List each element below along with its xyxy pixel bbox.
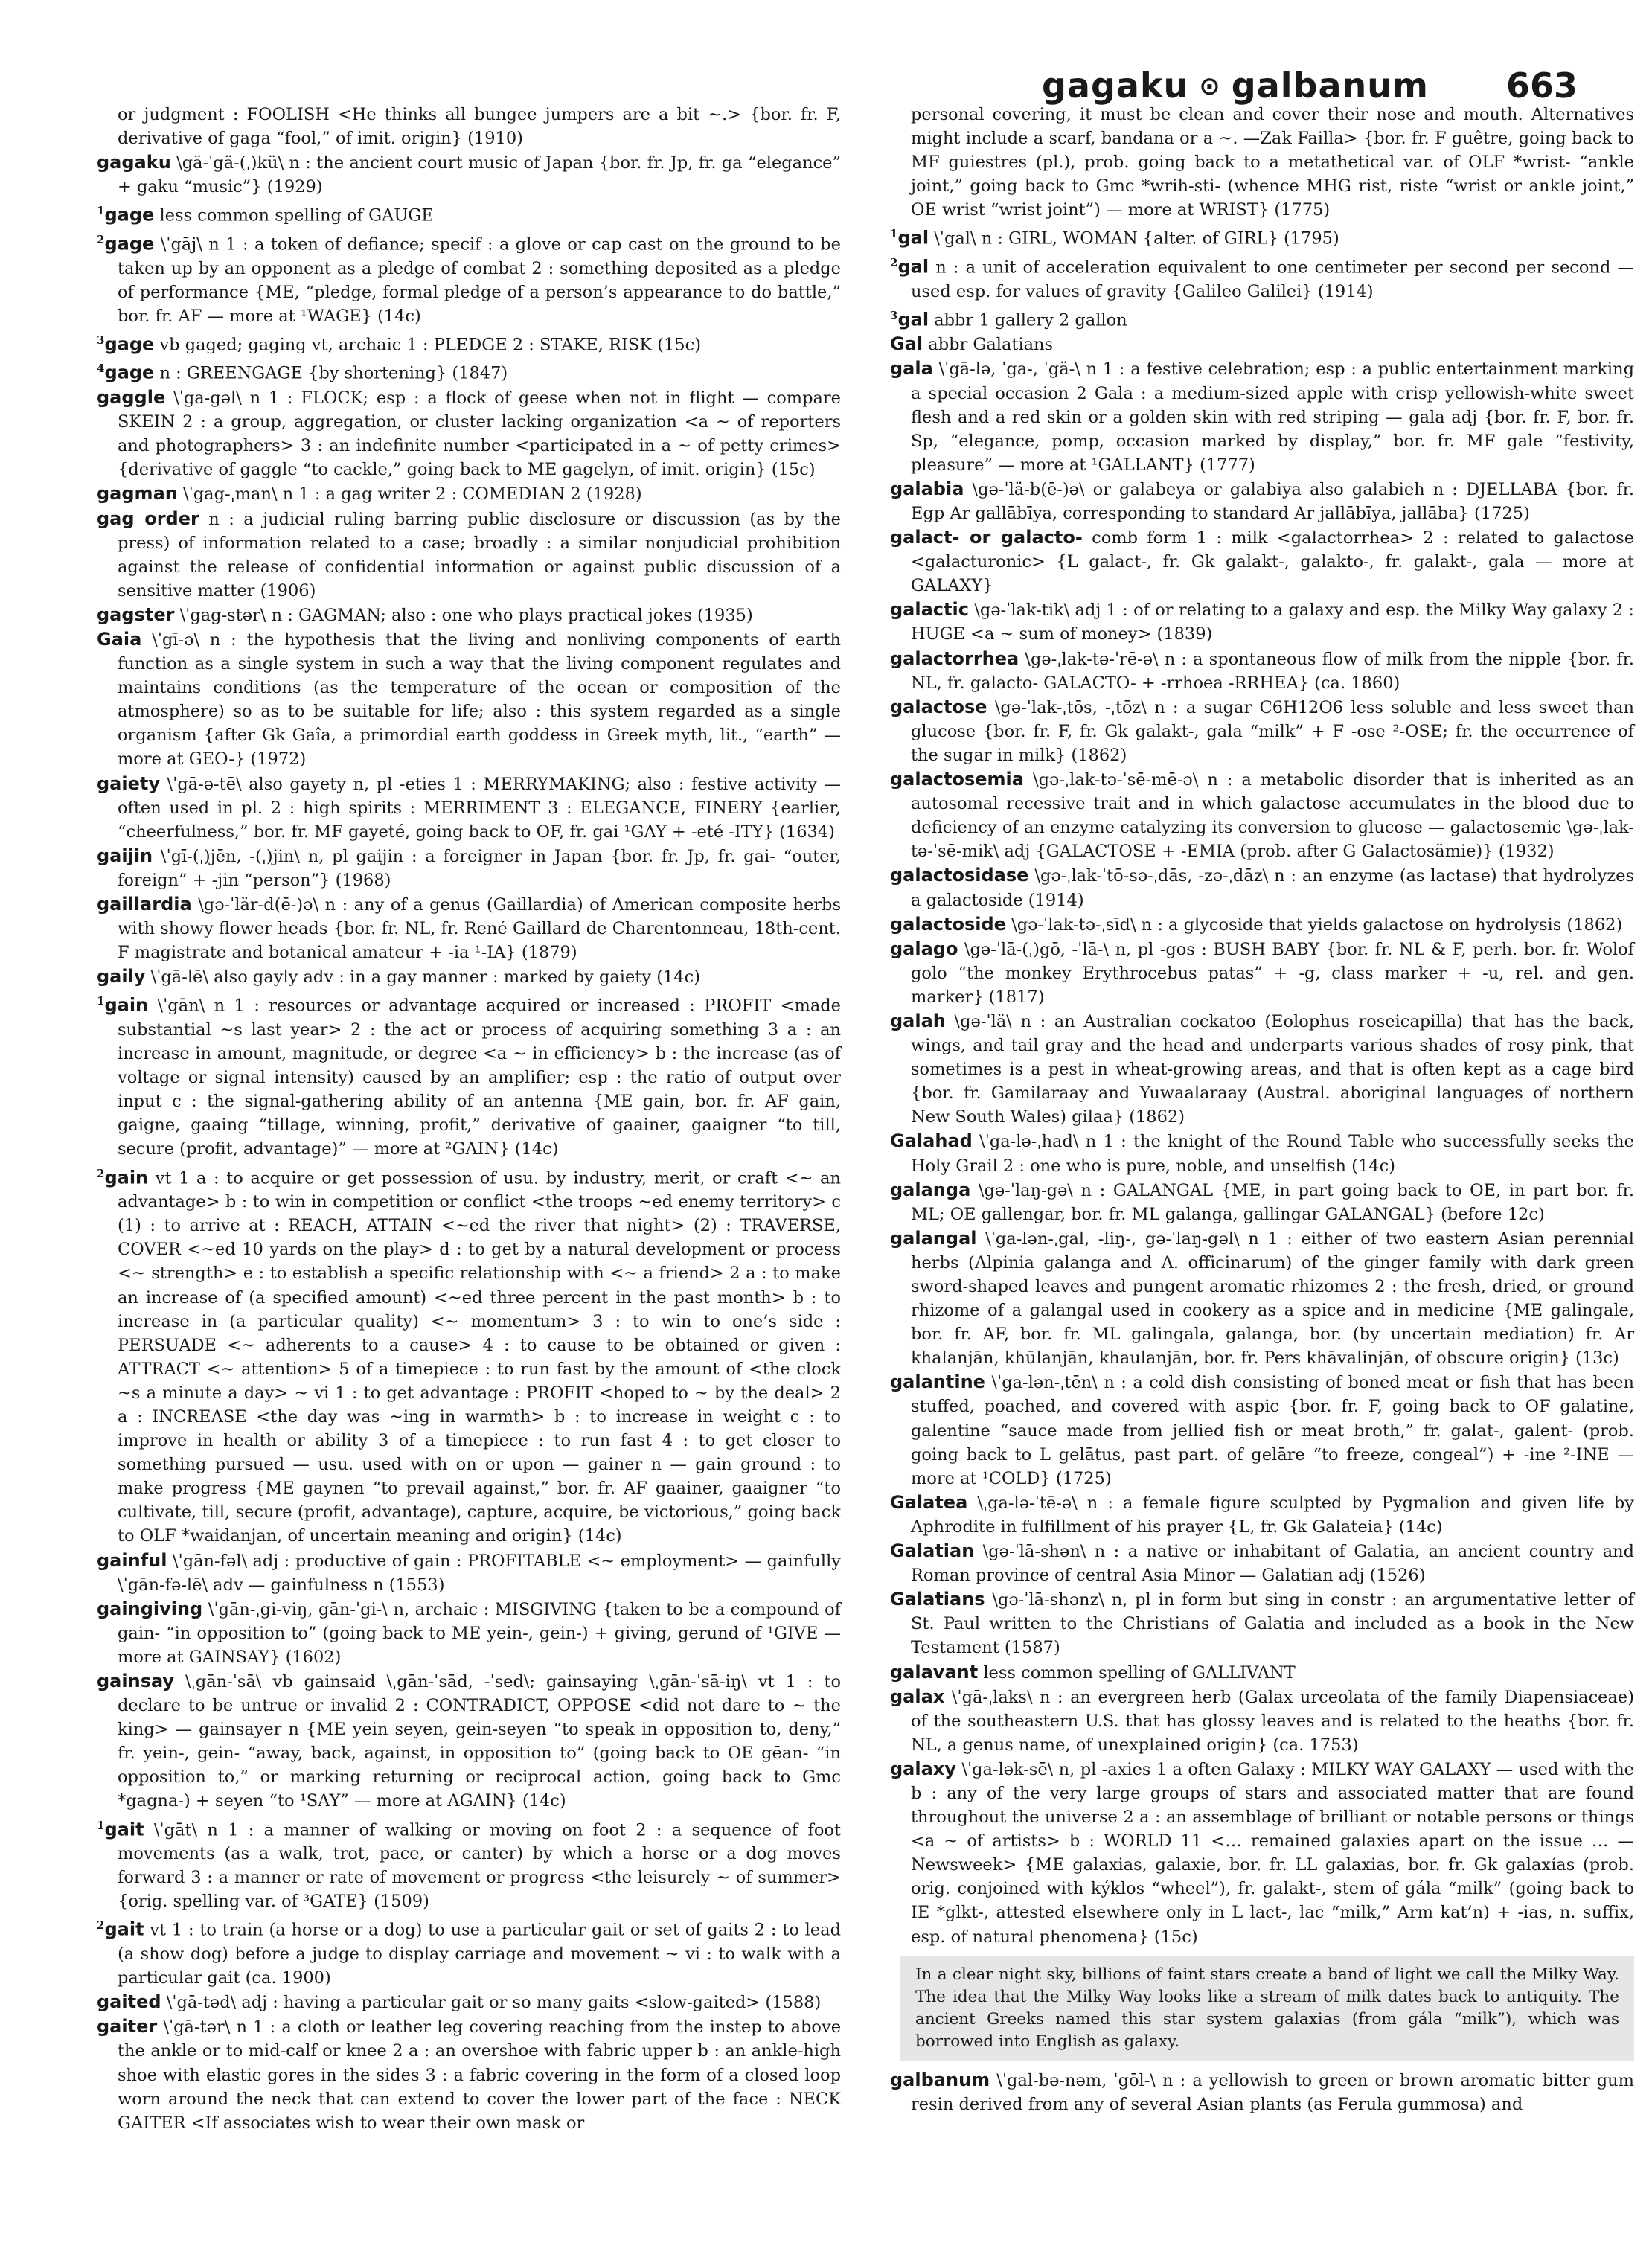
entry-definition: \ˈgī-ə\ n : the hypothesis that the living and nonliving components of earth function as a single system in such a way that the living component regulates and maintains conditions (as the temperature of the ocean or composition of the atmosphere) so as to be suitable for life; also : this system regarded as a single organism {after Gk Gaîa, a primordial earth goddess in Greek myth, lit., “earth” — more at GEO-} (1972) <box>118 630 841 769</box>
dictionary-entry <box>890 1009 1634 1129</box>
entry-headword: gagman <box>97 483 178 505</box>
entry-headword: gainful <box>97 1549 167 1571</box>
entry-definition: \ˌgān-ˈsā\ vb gainsaid \ˌgān-ˈsād, -ˈsed\; gainsaying \ˌgān-ˈsā-iŋ\ vt 1 : to declare to be untrue or invalid 2 : CONTRADICT, OPPOSE <did not dare to ~ the king> — gainsayer n {ME yein seyen, gein-seyen “to speak in opposition to, deny,” fr. yein-, gein- “away, back, against, in opposition to” (going back to OE gēan- “in opposition to,” or marking returning or reciprocal action, going back to Gmc *gagna-) + seyen “to ¹SAY” — more at AGAIN} (14c) <box>118 1672 841 1811</box>
entry-headword: gal <box>897 256 929 278</box>
entry-definition: \ˈgag-ˌman\ n 1 : a gag writer 2 : COMEDIAN 2 (1928) <box>183 484 642 505</box>
entry-headword: galactosidase <box>890 865 1029 886</box>
entry-definition: personal covering, it must be clean and cover their nose and mouth. Alternatives might include a scarf, bandana or a ~. —Zak Failla> {bor. fr. F guêtre, going back to MF guiestres (pl.), prob. going back to a metathetical var. of OLF *wrist- “ankle joint,” going back to Gmc *wrih-sti- (whence MHG rist, riste “wrist or ankle joint,” OE wrist “wrist joint”) — more at WRIST} (1775) <box>911 105 1634 220</box>
dictionary-entry <box>97 103 841 150</box>
dictionary-entry <box>890 1757 1634 1949</box>
entry-definition: \ˈgān-fəl\ adj : productive of gain : PROFITABLE <~ employment> — gainfully \ˈgān-fə-lē\ adv — gainfulness n (1553) <box>118 1551 841 1595</box>
right-column-entries <box>890 103 1634 1949</box>
entry-definition: \ˈgān-ˌgi-viŋ, gān-ˈgi-\ n, archaic : MISGIVING {taken to be a compound of gain- “in opposition to” (going back to ME yein-, gein-) + giving, gerund of ¹GIVE — more at GAINSAY} (1602) <box>118 1599 841 1667</box>
dictionary-entry <box>890 937 1634 1009</box>
dictionary-entry <box>97 1913 841 1990</box>
entry-headword: gal <box>897 227 929 249</box>
right-column <box>890 103 1634 2116</box>
entry-definition: \ˈgān\ n 1 : resources or advantage acquired or increased : PROFIT <made substantial ~s last year> 2 : the act or process of acquiring something 3 a : an increase in amount, magnitude, or degree <a ~ in efficiency> b : the increase (as of voltage or signal intensity) caused by an amplifier; esp : the ratio of output over input c : the signal-gathering ability of an antenna {ME gain, bor. fr. AF gain, gaigne, gaaing “tillage, winning, profit,” derivative of gaainer, gaaigner “to till, secure (profit, advantage)” — more at ²GAIN} (14c) <box>118 996 841 1159</box>
left-column <box>97 103 841 2135</box>
dictionary-entry <box>890 304 1634 333</box>
homograph-number: 3 <box>890 308 898 322</box>
entry-definition: \gə-ˈlä-b(ē-)ə\ or galabeya or galabiya also galabieh n : DJELLABA {bor. fr. Egp Ar gallābīya, corresponding to standard Ar jallābīya, jallāba} (1725) <box>911 479 1634 523</box>
page-number: 663 <box>1505 65 1578 106</box>
homograph-number: 2 <box>97 1166 105 1180</box>
homograph-number: 3 <box>97 333 105 347</box>
homograph-number: 1 <box>97 994 105 1008</box>
entry-definition: abbr Galatians <box>928 335 1054 355</box>
entry-headword: gait <box>104 1918 144 1940</box>
entry-headword: gage <box>104 233 155 255</box>
entry-headword: Galahad <box>890 1130 973 1152</box>
entry-definition: \gə-ˈlaŋ-gə\ n : GALANGAL {ME, in part going back to OE, in part bor. fr. ML; OE gallengar, bor. fr. ML galanga, gallingar GALANGAL} (before 12c) <box>911 1180 1634 1224</box>
dictionary-entry <box>97 228 841 328</box>
dictionary-entry <box>890 1370 1634 1490</box>
entry-headword: Gal <box>890 333 923 355</box>
entry-headword: galactoside <box>890 913 1006 935</box>
entry-headword: gal <box>897 309 929 330</box>
entry-definition: \ˈgāt\ n 1 : a manner of walking or moving on foot 2 : a sequence of foot movements (as a walk, trot, pace, or canter) by which a horse or a dog moves forward 3 : a manner or rate of movement or progress <the leisurely ~ of summer> {orig. spelling var. of ³GATE} (1509) <box>118 1820 841 1912</box>
entry-headword: galago <box>890 938 958 959</box>
entry-headword: galah <box>890 1010 946 1031</box>
entry-headword: gaijin <box>97 845 153 866</box>
entry-definition: \ˌga-lə-ˈtē-ə\ n : a female figure sculpted by Pygmalion and given life by Aphrodite in fulfillment of his prayer {L, fr. Gk Galateia} (14c) <box>911 1493 1634 1537</box>
dictionary-entry <box>97 150 841 199</box>
entry-definition: or judgment : FOOLISH <He thinks all bungee jumpers are a bit ~.> {bor. fr. F, derivative of gaga “fool,” of imit. origin} (1910) <box>118 105 841 149</box>
dictionary-entry <box>97 1990 841 2014</box>
dictionary-entry <box>890 695 1634 767</box>
entry-headword: galactorrhea <box>890 647 1019 669</box>
entry-definition: \gə-ˌlak-ˈtō-sə-ˌdās, -zə-ˌdāz\ n : an enzyme (as lactase) that hydrolyzes a galactoside (1914) <box>911 866 1635 910</box>
entry-headword: gage <box>104 362 155 383</box>
entry-headword: gaited <box>97 1991 161 2013</box>
entry-definition: \gə-ˈlā-shənz\ n, pl in form but sing in constr : an argumentative letter of St. Paul written to the Christians of Galatia and included as a book in the New Testament (1587) <box>911 1590 1634 1658</box>
entry-headword: galact- or galacto- <box>890 527 1083 548</box>
entry-definition: \gə-ˈlā-(ˌ)gō, -ˈlā-\ n, pl -gos : BUSH BABY {bor. fr. NL & F, perh. bor. fr. Wolof golo “the monkey Erythrocebus patas” + -g, class marker + -u, rel. and gen. marker} (1817) <box>911 939 1635 1007</box>
dictionary-entry <box>97 507 841 603</box>
entry-headword: gala <box>890 358 933 380</box>
entry-headword: galax <box>890 1686 945 1707</box>
entry-definition: \ˈgal-bə-nəm, ˈgōl-\ n : a yellowish to green or brown aromatic bitter gum resin derived from any of several Asian plants (as Ferula gummosa) and <box>911 2070 1634 2114</box>
dictionary-entry <box>890 525 1634 598</box>
dictionary-entry <box>890 1178 1634 1226</box>
entry-headword: galactosemia <box>890 769 1024 790</box>
homograph-number: 1 <box>97 1818 105 1832</box>
entry-definition: \ˈgā-lē\ also gayly adv : in a gay manner : marked by gaiety (14c) <box>150 967 700 987</box>
guide-separator-icon: ⊙ <box>1199 71 1221 101</box>
entry-definition: \ˈgā-ˌlaks\ n : an evergreen herb (Galax urceolata of the family Diapensiaceae) of the southeastern U.S. that has glossy leaves and is related to the heaths {bor. fr. NL, a genus name, of unexplained origin} (ca. 1753) <box>911 1687 1634 1755</box>
entry-definition: \ˈgā-təd\ adj : having a particular gait or so many gaits <slow-gaited> (1588) <box>166 1993 822 2013</box>
dictionary-entry <box>97 1162 841 1549</box>
entry-headword: gage <box>104 333 155 355</box>
dictionary-entry <box>97 1814 841 1914</box>
dictionary-entry <box>97 2014 841 2134</box>
entry-definition: less common spelling of GALLIVANT <box>983 1662 1296 1683</box>
homograph-number: 4 <box>97 362 105 376</box>
entry-definition: \gə-ˈlak-tik\ adj 1 : of or relating to a galaxy and esp. the Milky Way galaxy 2 : HUGE <a ~ sum of money> (1839) <box>911 601 1634 644</box>
entry-definition: \ˈgal\ n : GIRL, WOMAN {alter. of GIRL} (1795) <box>934 228 1339 249</box>
entry-headword: Galatian <box>890 1540 975 1562</box>
entry-headword: Galatians <box>890 1589 985 1610</box>
dictionary-entry <box>890 1129 1634 1177</box>
entry-definition: \ˈgī-(ˌ)jēn, -(ˌ)jin\ n, pl gaijin : a foreigner in Japan {bor. fr. Jp, fr. gai- “outer, foreign” + -jin “person”} (1968) <box>118 846 841 890</box>
entry-headword: gaiter <box>97 2016 158 2037</box>
dictionary-entry <box>97 989 841 1161</box>
entry-definition: \ˈga-lə-ˌhad\ n 1 : the knight of the Round Table who successfully seeks the Holy Grail 2 : one who is pure, noble, and unselfish (14c) <box>911 1132 1634 1176</box>
dictionary-entry <box>97 199 841 228</box>
entry-definition: \ˈgā-lə, ˈga-, ˈgä-\ n 1 : a festive celebration; esp : a public entertainment marking a special occasion 2 Gala : a medium-sized apple with crisp yellowish-white sweet flesh and a red skin or a golden skin with red striping — gala adj {bor. fr. F, bor. fr. Sp, “elegance, pomp, occasion marked by display,” bor. fr. MF gale “festivity, pleasure” — more at ¹GALLANT} (1777) <box>911 359 1635 475</box>
dictionary-entry <box>890 1539 1634 1587</box>
guide-words <box>1042 65 1429 106</box>
dictionary-entry <box>890 251 1634 304</box>
dictionary-entry <box>890 647 1634 695</box>
entry-definition: \ˈgāj\ n 1 : a token of defiance; specif : a glove or cap cast on the ground to be taken up by an opponent as a pledge of combat 2 : something deposited as a pledge of performance {ME, “pledge, formal pledge of a person’s appearance to do battle,” bor. fr. AF — more at ¹WAGE} (14c) <box>118 234 841 326</box>
guide-word-first: gagaku <box>1042 65 1189 106</box>
dictionary-entry <box>890 1660 1634 1685</box>
entry-headword: gaillardia <box>97 894 192 915</box>
entry-headword: gagaku <box>97 152 171 173</box>
dictionary-entry-galbanum <box>890 2068 1634 2116</box>
entry-definition: \ˈga-lək-sē\ n, pl -axies 1 a often Galaxy : MILKY WAY GALAXY — used with the b : any of the very large groups of stars and associated matter that are found throughout the universe 2 a : an assemblage of brilliant or notable persons or things <a ~ of artists> b : WORLD 11 <… remained galaxies apart on the issue … —Newsweek> {ME galaxias, galaxie, bor. fr. LL galaxias, bor. fr. Gk galaxías (prob. orig. conjoined with kýklos “wheel”), fr. galakt-, stem of gála “milk” (going back to IE *glkt-, attested elsewhere only in L lact-, lac “milk,” Arm kat’n) + -ias, n. suffix, esp. of natural phenomena} (15c) <box>911 1759 1634 1947</box>
entry-definition: \ˈgag-stər\ n : GAGMAN; also : one who plays practical jokes (1935) <box>179 605 753 625</box>
entry-headword: galactose <box>890 696 987 717</box>
dictionary-entry <box>97 892 841 964</box>
entry-definition: vt 1 : to train (a horse or a dog) to use a particular gait or set of gaits 2 : to lead (a show dog) before a judge to display carriage and movement ~ vi : to walk with a particular gait (ca. 1900) <box>118 1920 841 1988</box>
entry-definition: \gä-ˈgä-(ˌ)kü\ n : the ancient court music of Japan {bor. fr. Jp, fr. ga “elegance” + gaku “music”} (1929) <box>118 153 841 197</box>
homograph-number: 1 <box>97 204 105 218</box>
entry-definition: \gə-ˌlak-tə-ˈrē-ə\ n : a spontaneous flow of milk from the nipple {bor. fr. NL, fr. galacto- GALACTO- + -rrhoea -RRHEA} (ca. 1860) <box>911 649 1635 693</box>
entry-headword: gainsay <box>97 1671 175 1691</box>
entry-headword: galanga <box>890 1179 971 1200</box>
entry-definition: \ˈga-gəl\ n 1 : FLOCK; esp : a flock of geese when not in flight — compare SKEIN 2 : a group, aggregation, or cluster lacking organization <a ~ of reporters and photographers> 3 : an indefinite number <participated in a ~ of petty crimes> {derivative of gaggle “to cackle,” going back to ME gagelyn, of imit. origin} (15c) <box>118 388 841 480</box>
entry-headword: gage <box>104 204 155 225</box>
entry-definition: \gə-ˌlak-tə-ˈsē-mē-ə\ n : a metabolic disorder that is inherited as an autosomal recessive trait and in which galactose accumulates in the blood due to deficiency of an enzyme catalyzing its conversion to glucose — galactosemic \gə-ˌlak-tə-ˈsē-mik\ adj {GALACTOSE + -EMIA (prob. after G Galactosämie)} (1932) <box>911 770 1634 862</box>
entry-headword: gain <box>104 1167 149 1188</box>
entry-definition: n : GREENGAGE {by shortening} (1847) <box>159 363 508 383</box>
entry-definition: abbr 1 gallery 2 gallon <box>934 310 1127 330</box>
entry-definition: \gə-ˈlä\ n : an Australian cockatoo (Eolophus roseicapilla) that has the back, wings, and tail gray and the head and underparts various shades of rosy pink, that sometimes is a pest in wheat-growing areas, and that is often kept as a cage bird {bor. fr. Gamilaraay and Yuwaalaraay (Austral. aboriginal languages of northern New South Wales) gilaa} (1862) <box>911 1011 1634 1127</box>
dictionary-entry <box>97 481 841 506</box>
entry-definition: \gə-ˈlak-tə-ˌsīd\ n : a glycoside that yields galactose on hydrolysis (1862) <box>1011 915 1623 935</box>
entry-definition: \gə-ˈlā-shən\ n : a native or inhabitant of Galatia, an ancient country and Roman province of central Asia Minor — Galatian adj (1526) <box>911 1542 1635 1586</box>
entry-definition: \gə-ˈlak-ˌtōs, -ˌtōz\ n : a sugar C6H12O6 less soluble and less sweet than glucose {bor. fr. F, fr. Gk galakt-, gala “milk” + F -ose ²-OSE; fr. the occurrence of the sugar in milk} (1862) <box>911 697 1634 765</box>
dictionary-entry <box>890 332 1634 356</box>
dictionary-entry <box>97 772 841 844</box>
entry-definition: vt 1 a : to acquire or get possession of usu. by industry, merit, or craft <~ an advantage> b : to win in competition or conflict <the troops ~ed enemy territory> c (1) : to arrive at : REACH, ATTAIN <~ed the river that night> (2) : TRAVERSE, COVER <~ed 10 yards on the play> d : to get by a natural development or process <~ strength> e : to establish a specific relationship with <~ a friend> 2 a : to make an increase of (a specified amount) <~ed three percent in the past month> b : to increase in (a particular quality) <~ momentum> 3 : to win to one’s side : PERSUADE <~ adherents to a cause> 4 : to cause to be obtained or given : ATTRACT <~ attention> 5 of a timepiece : to run fast by the amount of <the clock ~s a minute a day> ~ vi 1 : to get advantage : PROFIT <hoped to ~ by the deal> 2 a : INCREASE <the day was ~ing in warmth> b : to increase in weight c : to improve in health or ability 3 of a timepiece : to run fast 4 : to get closer to something pursued — usu. used with on or upon — gainer n — gain ground : to make progress {ME gaynen “to prevail against,” bor. fr. AF gaainer, gaaigner “to cultivate, till, secure (profit, advantage), capture, acquire, be victorious,” going back to OLF *waidanjan, of uncertain meaning and origin} (14c) <box>118 1168 842 1546</box>
homograph-number: 2 <box>97 232 105 246</box>
homograph-number: 1 <box>890 227 898 241</box>
entry-headword: gaggle <box>97 387 166 409</box>
entry-headword: gag order <box>97 508 199 529</box>
entry-headword: galangal <box>890 1227 977 1249</box>
entry-headword: galbanum <box>890 2069 990 2090</box>
entry-definition: \gə-ˈlär-d(ē-)ə\ n : any of a genus (Gaillardia) of American composite herbs with showy flower heads {bor. fr. NL, fr. René Gaillard de Charentonneau, 18th-cent. F magistrate and botanical amateur + -ia ¹-IA} (1879) <box>118 895 842 963</box>
entry-headword: gaily <box>97 966 146 987</box>
dictionary-entry <box>97 1597 841 1669</box>
dictionary-entry <box>97 385 841 481</box>
entry-headword: gaingiving <box>97 1598 203 1619</box>
entry-headword: galactic <box>890 599 969 621</box>
entry-definition: vb gaged; gaging vt, archaic 1 : PLEDGE 2 : STAKE, RISK (15c) <box>159 335 701 355</box>
dictionary-entry <box>890 598 1634 646</box>
dictionary-entry <box>890 222 1634 251</box>
dictionary-entry <box>97 328 841 357</box>
dictionary-entry <box>97 1669 841 1814</box>
homograph-number: 2 <box>97 1918 105 1933</box>
dictionary-entry <box>890 356 1634 476</box>
entry-headword: Gaia <box>97 628 142 650</box>
dictionary-entry <box>890 103 1634 222</box>
dictionary-entry <box>890 1226 1634 1371</box>
entry-definition: \ˈga-lən-ˌgal, -liŋ-, gə-ˈlaŋ-gəl\ n 1 : either of two eastern Asian perennial herbs (Alpinia galanga and A. officinarum) of the ginger family with dark green sword-shaped leaves and pungent aromatic rhizomes 2 : the fresh, dried, or ground rhizome of a galangal used in cookery as a spice and in medicine {ME galingale, bor. fr. AF, bor. fr. ML galingala, galanga, bor. (by uncertain mediation) fr. Ar khalanjān, khūlanjān, khaulanjān, bor. fr. Pers khāvalinjān, of obscure origin} (13c) <box>911 1229 1634 1369</box>
entry-headword: Galatea <box>890 1491 968 1513</box>
dictionary-entry <box>97 627 841 772</box>
entry-headword: gaiety <box>97 772 160 794</box>
dictionary-entry <box>890 767 1634 863</box>
entry-headword: gait <box>104 1819 144 1840</box>
entry-headword: galaxy <box>890 1758 956 1779</box>
dictionary-entry <box>890 912 1634 937</box>
entry-headword: gain <box>104 994 149 1016</box>
entry-definition: \ˈgā-ə-tē\ also gayety n, pl -eties 1 : MERRYMAKING; also : festive activity — often used in pl. 2 : high spirits : MERRIMENT 3 : ELEGANCE, FINERY {earlier, “cheerfulness,” bor. fr. MF gayeté, going back to OF, fr. gai ¹GAY + -eté -ITY} (1634) <box>118 774 841 842</box>
dictionary-entry <box>97 1549 841 1597</box>
entry-headword: gagster <box>97 604 175 625</box>
entry-definition: less common spelling of GAUGE <box>159 205 434 225</box>
entry-definition: \ˈga-lən-ˌtēn\ n : a cold dish consisting of boned meat or fish that has been stuffed, poached, and covered with aspic {bor. fr. F, going back to OF galatine, galentine “sauce made from jellied fish or meat broth,” fr. galat-, galent- (prob. going back to L gelātus, past part. of gelāre “to freeze, congeal”) + -ine ²-INE — more at ¹COLD} (1725) <box>911 1373 1634 1488</box>
entry-headword: galantine <box>890 1371 985 1393</box>
dictionary-entry <box>890 1587 1634 1659</box>
dictionary-entry <box>97 356 841 385</box>
entry-headword: galavant <box>890 1661 979 1683</box>
word-history-note: In a clear night sky, billions of faint stars create a band of light we call the Milky Way. The idea that the Milky Way looks like a stream of milk dates back to antiquity. The ancient Greeks named this star system galaxias (from gála “milk”), which was borrowed into English as galaxy. <box>900 1956 1634 2061</box>
homograph-number: 2 <box>890 256 898 270</box>
entry-definition: n : a judicial ruling barring public disclosure or discussion (as by the press) of information related to a case; broadly : a similar nonjudicial prohibition against the release of confidential information or against public discussion of a sensitive matter (1906) <box>118 509 841 601</box>
dictionary-entry <box>890 1491 1634 1539</box>
dictionary-entry <box>890 477 1634 525</box>
guide-word-last: galbanum <box>1231 65 1429 106</box>
entry-definition: n : a unit of acceleration equivalent to one centimeter per second per second — used esp. for values of gravity {Galileo Galilei} (1914) <box>911 257 1634 301</box>
entry-headword: galabia <box>890 478 964 499</box>
dictionary-entry <box>97 603 841 627</box>
dictionary-entry <box>890 1685 1634 1757</box>
entry-definition: \ˈgā-tər\ n 1 : a cloth or leather leg covering reaching from the instep to above the ankle or to mid-calf or knee 2 a : an overshoe with fabric upper b : an ankle-high shoe with elastic gores in the sides 3 : a fabric covering in the form of a closed loop worn around the neck that can extend to cover the lower part of the face : NECK GAITER <If associates wish to wear their own mask or <box>118 2017 842 2133</box>
dictionary-entry <box>890 863 1634 912</box>
dictionary-entry <box>97 844 841 892</box>
dictionary-entry <box>97 964 841 989</box>
entry-definition: comb form 1 : milk <galactorrhea> 2 : related to galactose <galacturonic> {L galact-, fr. Gk galakt-, galakto-, fr. galakt-, gala — more at GALAXY} <box>911 528 1635 596</box>
